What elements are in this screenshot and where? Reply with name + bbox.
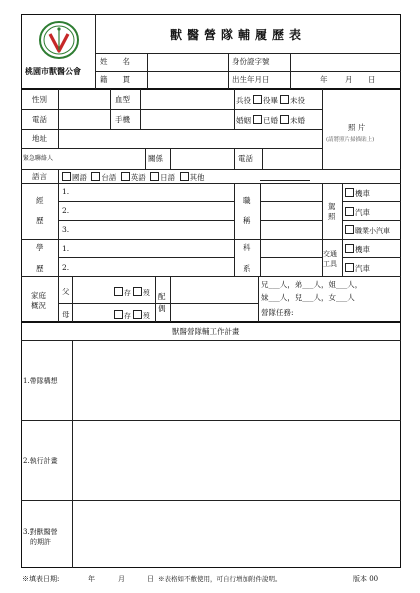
language-options: 國語 台語 英語 日語 其他 [60,172,205,182]
camp-role-label: 營隊任務: [261,308,294,317]
version-label: 版本 00 [353,575,379,583]
work-plan-frame [21,322,401,568]
english-checkbox[interactable] [121,172,130,181]
father-dead-checkbox[interactable] [133,287,142,296]
single-checkbox[interactable] [280,115,289,124]
association-logo [37,20,81,60]
fill-date-label: ※填表日期: [22,575,60,583]
military-label: 兵役 役畢 未役 [236,96,305,105]
license-scooter-checkbox[interactable] [345,188,354,197]
name-label: 姓 名 [100,57,130,66]
photo-note: (請將照片掃描貼上) [326,137,375,143]
mandarin-checkbox[interactable] [62,172,71,181]
license-pro-checkbox[interactable] [345,225,354,234]
mother-dead-checkbox[interactable] [133,310,142,319]
blood-type-label: 血型 [115,95,130,104]
marriage-label: 婚姻 已婚 未婚 [236,116,305,125]
plan-item-3a: 3.對獸醫營 [23,528,58,536]
address-label: 地址 [32,134,47,143]
emergency-phone-label: 電話 [238,154,253,163]
id-number-label: 身份證字號 [232,57,270,66]
birth-date-label: 出生年月日 [232,75,270,84]
plan-item-2: 2.執行計畫 [23,457,58,465]
mother-alive-checkbox[interactable] [114,310,123,319]
emergency-contact-label: 緊急聯絡人 [23,155,54,162]
father-alive-checkbox[interactable] [114,287,123,296]
siblings-line-1: 兄___人，弟___人，姐___人， [261,280,363,289]
transport-scooter-checkbox[interactable] [345,244,354,253]
plan-item-1: 1.帶隊構想 [23,377,58,385]
origin-label: 籍 貫 [100,75,130,84]
license-car-checkbox[interactable] [345,207,354,216]
married-checkbox[interactable] [253,115,262,124]
taiwanese-checkbox[interactable] [91,172,100,181]
other-language-checkbox[interactable] [180,172,189,181]
work-plan-heading: 獸醫營隊輔工作計畫 [172,327,240,336]
plan-item-3b: 的期許 [30,538,51,546]
military-not-checkbox[interactable] [280,95,289,104]
relation-label: 關係 [148,154,163,163]
siblings-line-2: 妹___人，兒___人，女___人 [261,293,355,302]
military-done-checkbox[interactable] [253,95,262,104]
association-name: 桃園市獸醫公會 [25,66,81,76]
photo-label: 照 片 [348,123,366,132]
form-title: 獸醫營隊輔履歷表 [170,28,307,42]
footer-note: ※表格如不敷使用，可自行增加附件說明。 [158,575,282,583]
mobile-label: 手機 [115,115,130,124]
phone-label: 電話 [32,115,47,124]
transport-car-checkbox[interactable] [345,263,354,272]
japanese-checkbox[interactable] [150,172,159,181]
language-label: 語言 [32,172,47,181]
gender-label: 性別 [32,95,47,104]
